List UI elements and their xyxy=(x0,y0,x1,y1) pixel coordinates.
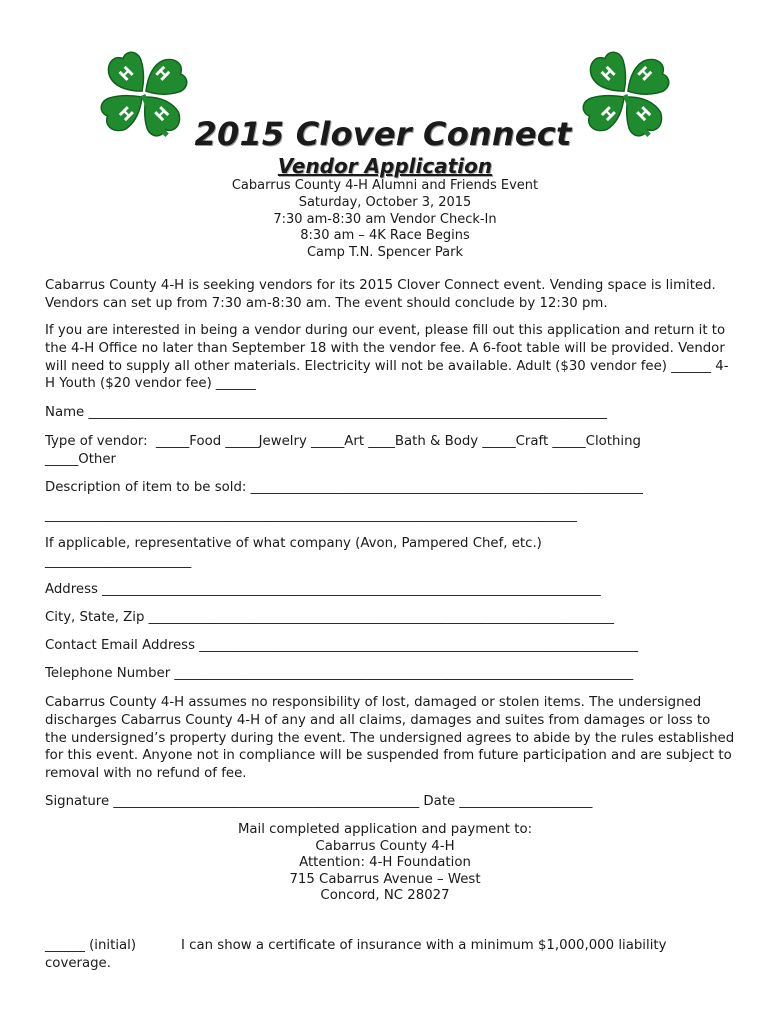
clover-h-letter: H xyxy=(633,62,656,85)
insurance-initial-field[interactable]: ______ (initial) xyxy=(45,938,137,953)
signature-date-field[interactable]: Signature ______________________________________________ Date ____________________ xyxy=(45,794,593,809)
liability-disclaimer: Cabarrus County 4-H assumes no responsibility of lost, damaged or stolen items. The undersigned discharges Cabarrus County 4-H of any and all claims, damages and suites from damages or loss to the undersigned’s property during the event. The undersigned agrees to abide by the rules established for this event. Anyone not in compliance will be suspended from future participation and are subject to removal with no refund of fee. xyxy=(45,695,735,782)
mail-line: Attention: 4-H Foundation xyxy=(299,855,471,871)
clover-h-letter: H xyxy=(114,103,137,125)
address-field[interactable]: Address ___________________________________________________________________________ xyxy=(45,582,601,597)
event-line: Cabarrus County 4-H Alumni and Friends Event xyxy=(231,178,539,193)
page-title-text: 2015 Clover Connect xyxy=(194,115,572,153)
event-line: Camp T.N. Spencer Park xyxy=(306,245,464,261)
vendor-type-other-field[interactable]: _____Other xyxy=(45,452,116,467)
city-state-zip-field[interactable]: City, State, Zip ______________________________________________________________________ xyxy=(45,610,615,625)
event-line: 8:30 am – 4K Race Begins xyxy=(300,228,470,244)
page-title xyxy=(0,114,770,154)
mail-line: Mail completed application and payment to: xyxy=(237,822,533,837)
description-continuation-field[interactable]: ________________________________________________________________________________ xyxy=(45,508,577,523)
company-field[interactable]: ______________________ xyxy=(45,554,192,569)
insurance-statement: I can show a certificate of insurance with a minimum $1,000,000 liability xyxy=(181,938,667,953)
description-field[interactable]: Description of item to be sold: ___________________________________________________________ xyxy=(45,480,643,495)
clover-h-letter: H xyxy=(151,103,174,125)
clover-h-letter: H xyxy=(115,62,138,85)
clover-h-letter: H xyxy=(596,103,619,125)
page-subtitle: Vendor Application xyxy=(277,154,493,178)
mail-line: Concord, NC 28027 xyxy=(320,888,450,904)
clover-h-letter: H xyxy=(597,62,620,85)
mail-line: Cabarrus County 4-H xyxy=(315,838,455,854)
instructions-paragraph: If you are interested in being a vendor during our event, please fill out this application and return it to the 4-H Office no later than September 18 with the vendor fee. A 6-foot table will be provided. Vendor will need to supply all other materials. Electricity will not be available. Adult ($30 vendor fee) ______ 4-H Youth ($20 vendor fee) ______ xyxy=(45,323,729,392)
company-label: If applicable, representative of what company (Avon, Pampered Chef, etc.) xyxy=(45,536,542,551)
intro-paragraph: Cabarrus County 4-H is seeking vendors for its 2015 Clover Connect event. Vending space is limited. Vendors can set up from 7:30 am-8:30 am. The event should conclude by 12:30 pm. xyxy=(45,278,716,311)
event-line: 7:30 am-8:30 am Vendor Check-In xyxy=(273,211,497,227)
mailing-address-block xyxy=(0,822,770,905)
event-line: Saturday, October 3, 2015 xyxy=(298,194,472,210)
email-field[interactable]: Contact Email Address __________________________________________________________________ xyxy=(45,638,639,653)
clover-h-letter: H xyxy=(633,103,656,125)
vendor-type-field[interactable]: Type of vendor: _____Food _____Jewelry _____Art ____Bath & Body _____Craft _____Clothing xyxy=(45,434,641,449)
insurance-initial-row xyxy=(45,937,735,973)
name-field[interactable]: Name ______________________________________________________________________________ xyxy=(45,405,608,420)
mail-line: 715 Cabarrus Avenue – West xyxy=(289,871,481,887)
event-details xyxy=(0,178,770,262)
telephone-field[interactable]: Telephone Number _____________________________________________________________________ xyxy=(45,666,634,681)
insurance-statement-continuation: coverage. xyxy=(45,955,111,971)
clover-h-letter: H xyxy=(151,62,174,85)
